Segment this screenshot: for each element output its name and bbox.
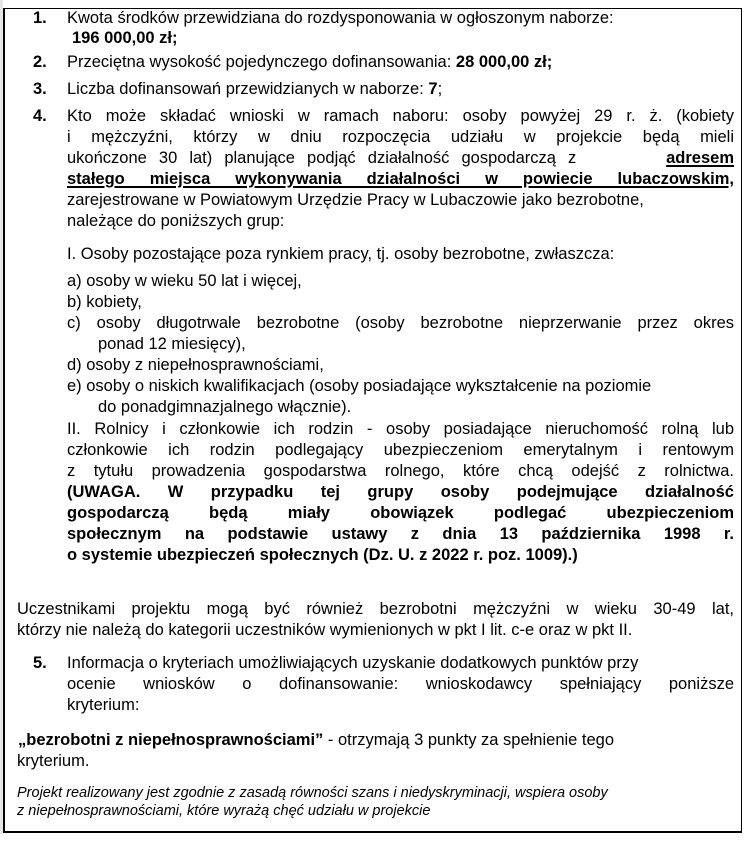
item-4-line bbox=[67, 149, 734, 168]
item-2-text: Przeciętna wysokość pojedynczego dofinansowania: bbox=[67, 53, 456, 71]
item-2-line bbox=[67, 53, 552, 72]
item-5-line: Informacja o kryteriach umożliwiających uzyskanie dodatkowych punktów przy bbox=[67, 654, 639, 672]
justified-text: społecznym na podstawie ustawy z dnia 13 października 1998 r. bbox=[67, 525, 734, 543]
item-1-amount: 196 000,00 zł; bbox=[72, 29, 178, 47]
item-4-line bbox=[67, 170, 734, 189]
justified-text: c) osoby długotrwale bezrobotne (osoby bezrobotne nieprzerwanie przez okres bbox=[67, 314, 734, 332]
justified-text: ukończone 30 lat) planujące podjąć działalność gospodarczą z bbox=[67, 149, 577, 167]
justified-text: II. Rolnicy i członkowie ich rodzin - osoby posiadające nieruchomość rolną lub bbox=[67, 420, 734, 438]
justified-text: członkowie ich rodzin podlegający ubezpieczeniom emerytalnym i rentowym bbox=[67, 441, 734, 459]
justified-text: ocenie wniosków o dofinansowanie: wnioskodawcy spełniający poniższe bbox=[67, 675, 734, 693]
group-1-heading: I. Osoby pozostające poza rynkiem pracy, tj. osoby bezrobotne, zwłaszcza: bbox=[67, 245, 615, 263]
item-2-amount: 28 000,00 zł; bbox=[455, 53, 553, 71]
item-3-text: Liczba dofinansowań przewidzianych w naborze: bbox=[67, 80, 429, 98]
group-1-subitem bbox=[67, 314, 734, 333]
item-3-count: 7 bbox=[428, 80, 438, 98]
address-emphasis-line: stałego miejsca wykonywania działalności w powiecie lubaczowskim, bbox=[67, 170, 734, 188]
group-2-note-line bbox=[67, 504, 734, 523]
group-1-subitem-cont: ponad 12 miesięcy), bbox=[98, 335, 246, 353]
group-2-note-line bbox=[67, 483, 734, 502]
item-4-line bbox=[67, 128, 734, 147]
participants-note-line bbox=[17, 600, 734, 619]
group-1-subitem: b) kobiety, bbox=[67, 293, 142, 311]
item-number: 4. bbox=[33, 107, 47, 125]
equality-note-line: z niepełnosprawnościami, które wyrażą chęć udziału w projekcie bbox=[17, 803, 431, 819]
group-1-subitem-cont: do ponadgimnazjalnego włącznie). bbox=[98, 398, 352, 416]
address-emphasis-start: adresem bbox=[666, 149, 734, 167]
item-4-line: należące do poniższych grup: bbox=[67, 212, 285, 230]
justified-text: (UWAGA. W przypadku tej grupy osoby podejmujące działalność bbox=[67, 483, 734, 501]
group-2-line bbox=[67, 441, 734, 460]
group-1-subitem: a) osoby w wieku 50 lat i więcej, bbox=[67, 272, 302, 290]
justified-text: z tytułu prowadzenia gospodarstwa rolnego, które chcą odejść z rolnictwa. bbox=[67, 462, 734, 480]
item-4-line: zarejestrowane w Powiatowym Urzędzie Pracy w Lubaczowie jako bezrobotne, bbox=[67, 191, 644, 209]
item-number: 3. bbox=[33, 80, 47, 98]
item-number: 1. bbox=[33, 9, 47, 27]
participants-note-line: którzy nie należą do kategorii uczestników wymienionych w pkt I lit. c-e oraz w pkt II. bbox=[17, 621, 633, 639]
item-3-line bbox=[67, 80, 442, 99]
criterion-points: - otrzymają 3 punkty za spełnienie tego bbox=[323, 731, 615, 749]
item-number: 2. bbox=[33, 53, 47, 71]
group-2-note-line bbox=[67, 525, 734, 544]
equality-note-line: Projekt realizowany jest zgodnie z zasadą równości szans i niedyskryminacji, wspiera osoby bbox=[17, 785, 608, 801]
group-1-subitem: d) osoby z niepełnosprawnościami, bbox=[67, 356, 324, 374]
justified-text: i mężczyźni, którzy w dniu rozpoczęcia udziału w projekcie będą mieli bbox=[67, 128, 734, 146]
item-number: 5. bbox=[33, 654, 47, 672]
criterion-line: kryterium. bbox=[17, 752, 90, 770]
item-4-line bbox=[67, 107, 734, 126]
justified-text: Uczestnikami projektu mogą być również bezrobotni mężczyźni w wieku 30-49 lat, bbox=[17, 600, 734, 618]
group-2-line bbox=[67, 420, 734, 439]
group-2-note-line: o systemie ubezpieczeń społecznych (Dz. U. z 2022 r. poz. 1009).) bbox=[67, 546, 578, 564]
item-1-text: Kwota środków przewidziana do rozdysponowania w ogłoszonym naborze: bbox=[67, 9, 614, 27]
item-5-line bbox=[67, 675, 734, 694]
justified-text: gospodarczą będą miały obowiązek podlegać ubezpieczeniom bbox=[67, 504, 734, 522]
group-2-line bbox=[67, 462, 734, 481]
item-5-line: kryterium: bbox=[67, 696, 140, 714]
item-3-suffix: ; bbox=[437, 80, 443, 98]
justified-text: Kto może składać wnioski w ramach naboru: osoby powyżej 29 r. ż. (kobiety bbox=[67, 107, 734, 125]
criterion-line bbox=[18, 731, 614, 750]
group-1-subitem: e) osoby o niskich kwalifikacjach (osoby posiadające wykształcenie na poziomie bbox=[67, 377, 652, 395]
criterion-name: „bezrobotni z niepełnosprawnościami” bbox=[18, 731, 324, 749]
